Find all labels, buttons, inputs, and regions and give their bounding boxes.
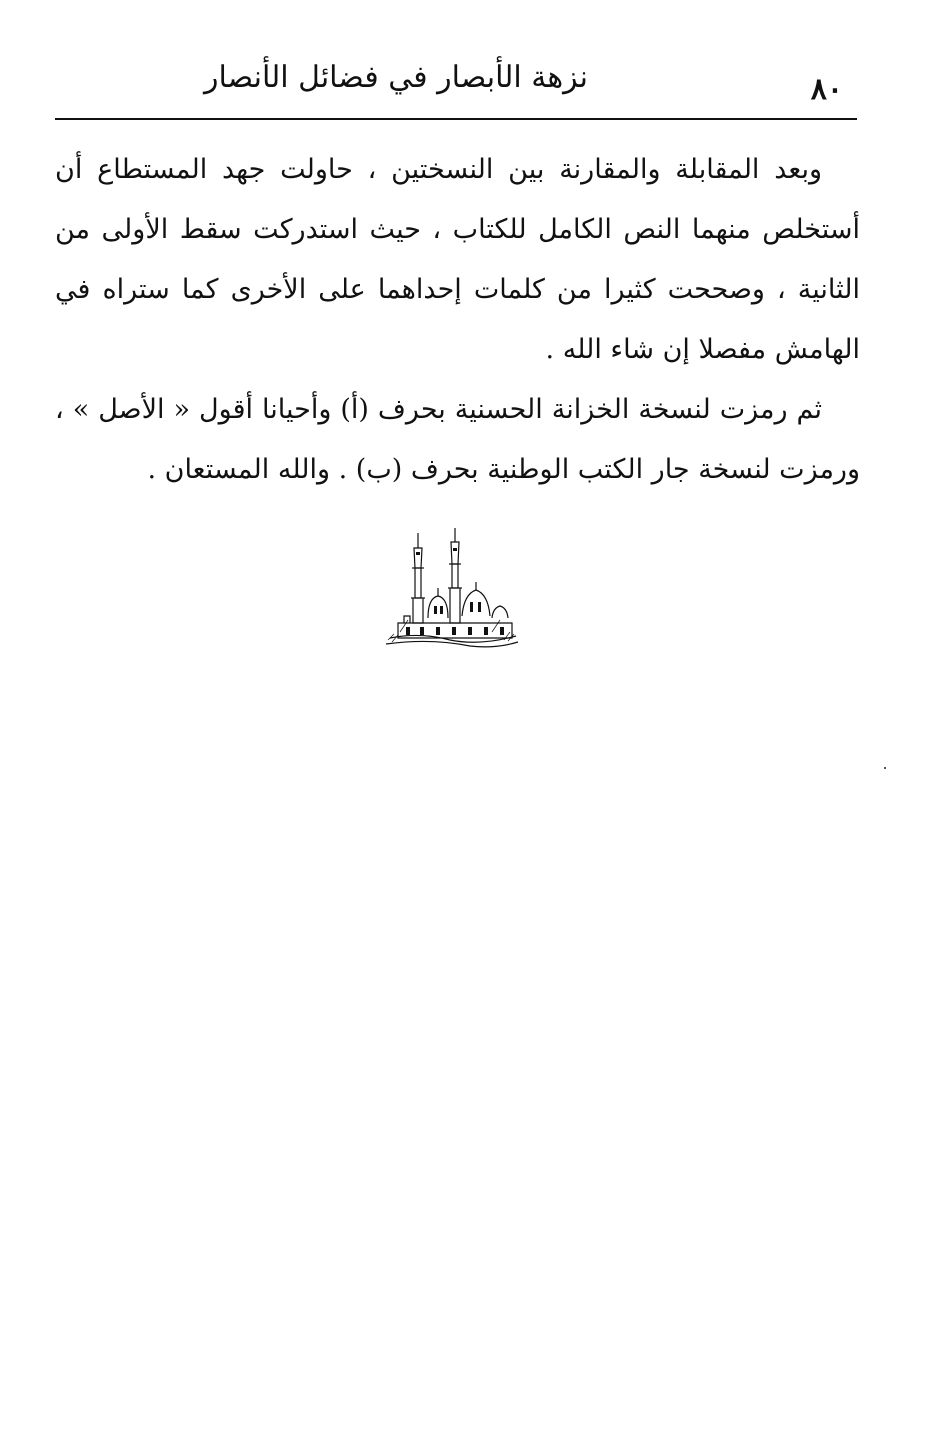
page-number: ٨٠ (810, 72, 843, 107)
main-text (55, 140, 860, 500)
header-divider (55, 118, 857, 120)
mosque-illustration-icon (380, 528, 520, 648)
stray-mark (884, 767, 886, 769)
paragraph-1: وبعد المقابلة والمقارنة بين النسختين ، حاولت جهد المستطاع أن أستخلص منهما النص الكامل للكتاب ، حيث استدركت سقط الأولى من الثانية ، وصححت كثيرا من كلمات إحداهما على الأخرى كما ستراه في الهامش مفصلا إن شاء الله . (55, 154, 860, 365)
page-header (55, 52, 857, 122)
running-title: نزهة الأبصار في فضائل الأنصار (203, 60, 589, 95)
paragraph-2: ثم رمزت لنسخة الخزانة الحسنية بحرف (أ) وأحيانا أقول « الأصل » ، ورمزت لنسخة جار الكتب الوطنية بحرف (ب) . والله المستعان . (55, 394, 860, 485)
